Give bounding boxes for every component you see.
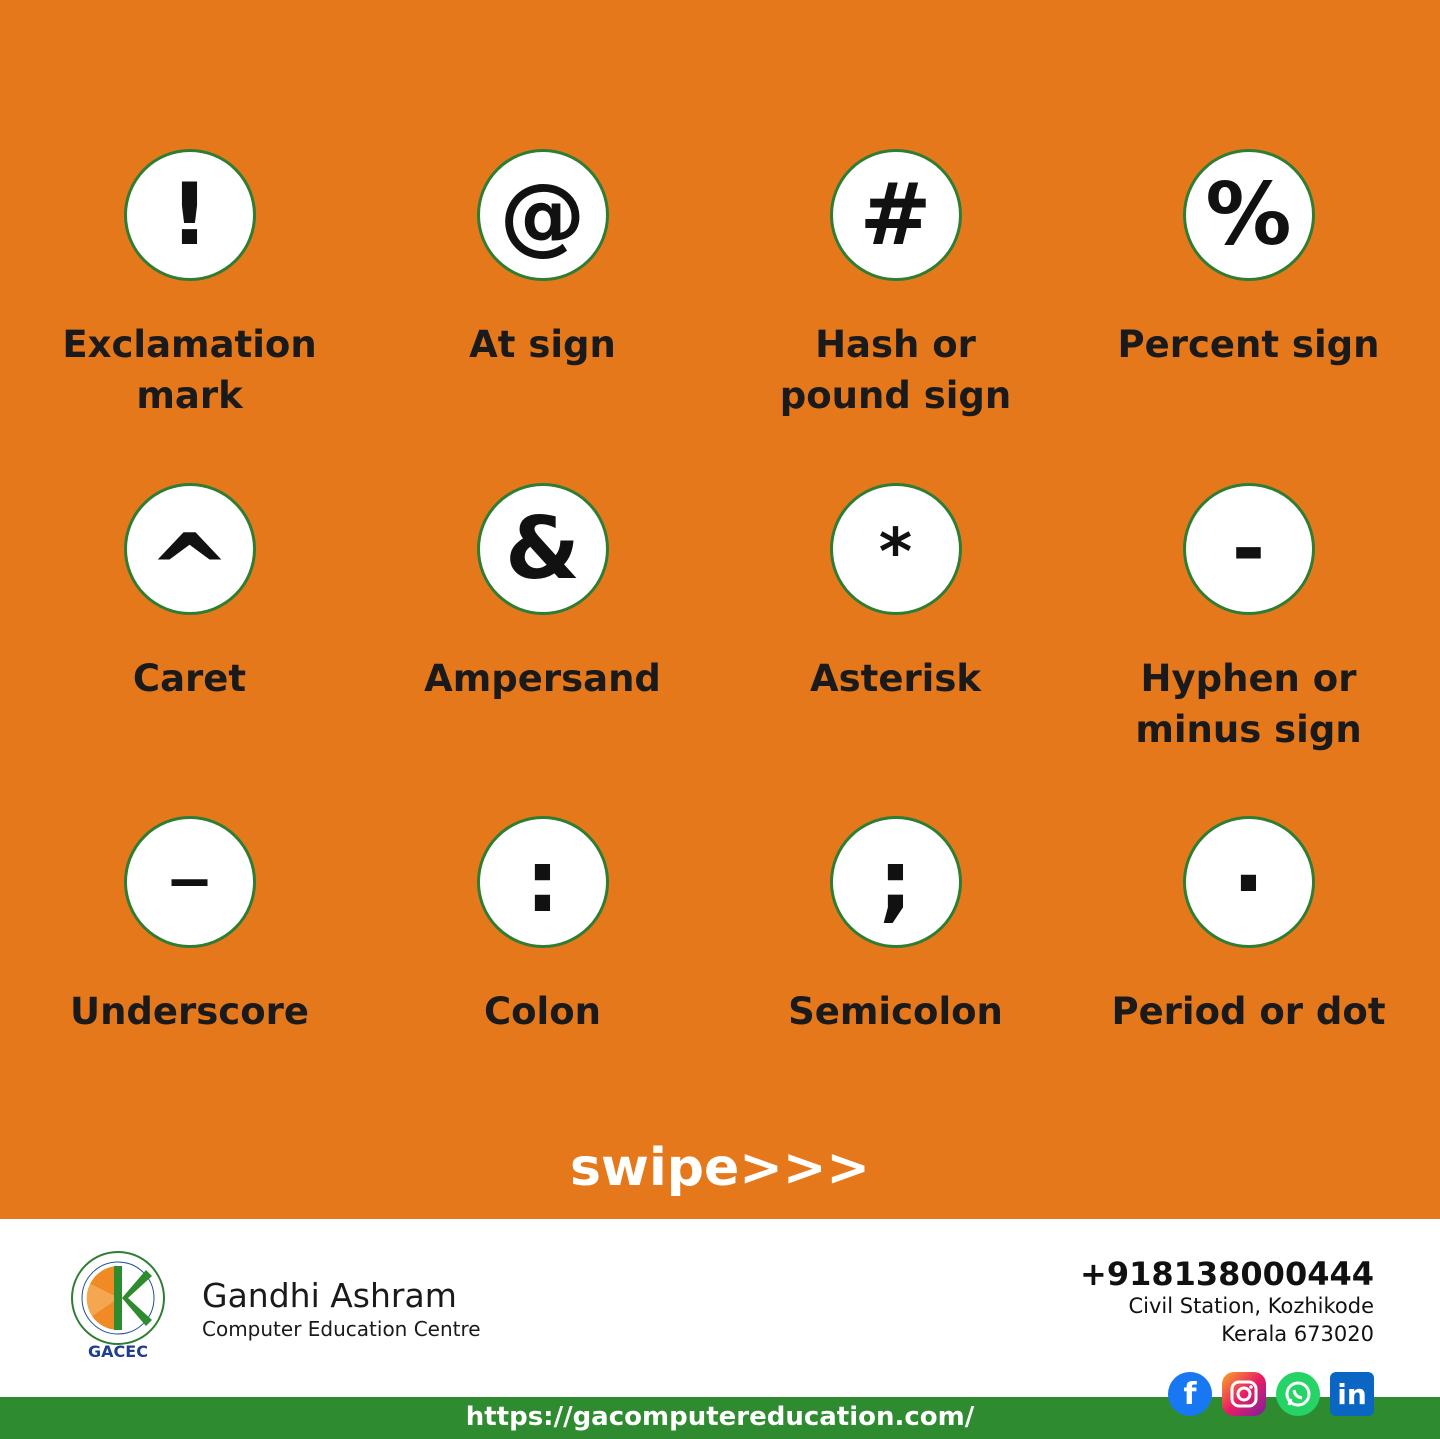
symbol-card-percent <box>1072 149 1425 370</box>
logo-text: GACEC <box>88 1342 148 1361</box>
caret-icon: ^ <box>124 483 256 615</box>
website-link[interactable]: https://gacomputereducation.com/ <box>465 1402 975 1432</box>
symbol-label: Hash or pound sign <box>779 323 1012 417</box>
colon-icon: : <box>477 816 609 948</box>
address-line-2: Kerala 673020 <box>1221 1322 1374 1346</box>
address-line-1: Civil Station, Kozhikode <box>1128 1294 1374 1318</box>
symbol-card-ampersand <box>366 483 719 704</box>
semicolon-icon: ; <box>830 816 962 948</box>
brand-name: Gandhi Ashram <box>202 1276 457 1315</box>
contact-block <box>1080 1256 1374 1348</box>
hash-icon: # <box>830 149 962 281</box>
symbol-label: Ampersand <box>424 657 661 700</box>
symbol-label: At sign <box>469 323 616 366</box>
symbol-label: Caret <box>132 657 247 700</box>
symbol-card-colon <box>366 816 719 1037</box>
symbol-card-caret <box>13 483 366 704</box>
ampersand-icon: & <box>477 483 609 615</box>
symbol-card-semicolon <box>719 816 1072 1037</box>
symbol-card-hyphen <box>1072 483 1425 755</box>
whatsapp-icon[interactable] <box>1276 1372 1320 1416</box>
symbol-card-asterisk <box>719 483 1072 704</box>
underscore-icon: _ <box>124 816 256 948</box>
symbol-card-exclamation <box>13 149 366 421</box>
brand-subtitle: Computer Education Centre <box>202 1317 481 1341</box>
symbol-label: Period or dot <box>1111 990 1386 1033</box>
linkedin-icon[interactable]: in <box>1330 1372 1374 1416</box>
symbol-card-underscore <box>13 802 366 1037</box>
symbol-label: Percent sign <box>1117 323 1380 366</box>
at-sign-icon: @ <box>477 149 609 281</box>
period-icon: . <box>1183 816 1315 948</box>
symbol-label: Underscore <box>70 990 309 1033</box>
symbol-card-at <box>366 149 719 370</box>
instagram-icon[interactable] <box>1222 1372 1266 1416</box>
percent-icon: % <box>1183 149 1315 281</box>
asterisk-icon: * <box>830 483 962 615</box>
symbol-card-period <box>1072 812 1425 1037</box>
facebook-icon[interactable]: f <box>1168 1372 1212 1416</box>
symbol-label: Colon <box>483 990 602 1033</box>
symbol-label: Exclamation mark <box>62 323 317 417</box>
symbol-card-hash <box>719 149 1072 421</box>
phone-number[interactable]: +918138000444 <box>1080 1255 1374 1293</box>
social-links <box>1168 1372 1374 1416</box>
hyphen-icon: - <box>1183 483 1315 615</box>
symbol-label: Hyphen or minus sign <box>1135 657 1362 751</box>
swipe-prompt: swipe>>> <box>569 1138 870 1198</box>
symbol-label: Semicolon <box>788 990 1003 1033</box>
exclamation-mark-icon: ! <box>124 149 256 281</box>
symbol-label: Asterisk <box>810 657 981 700</box>
